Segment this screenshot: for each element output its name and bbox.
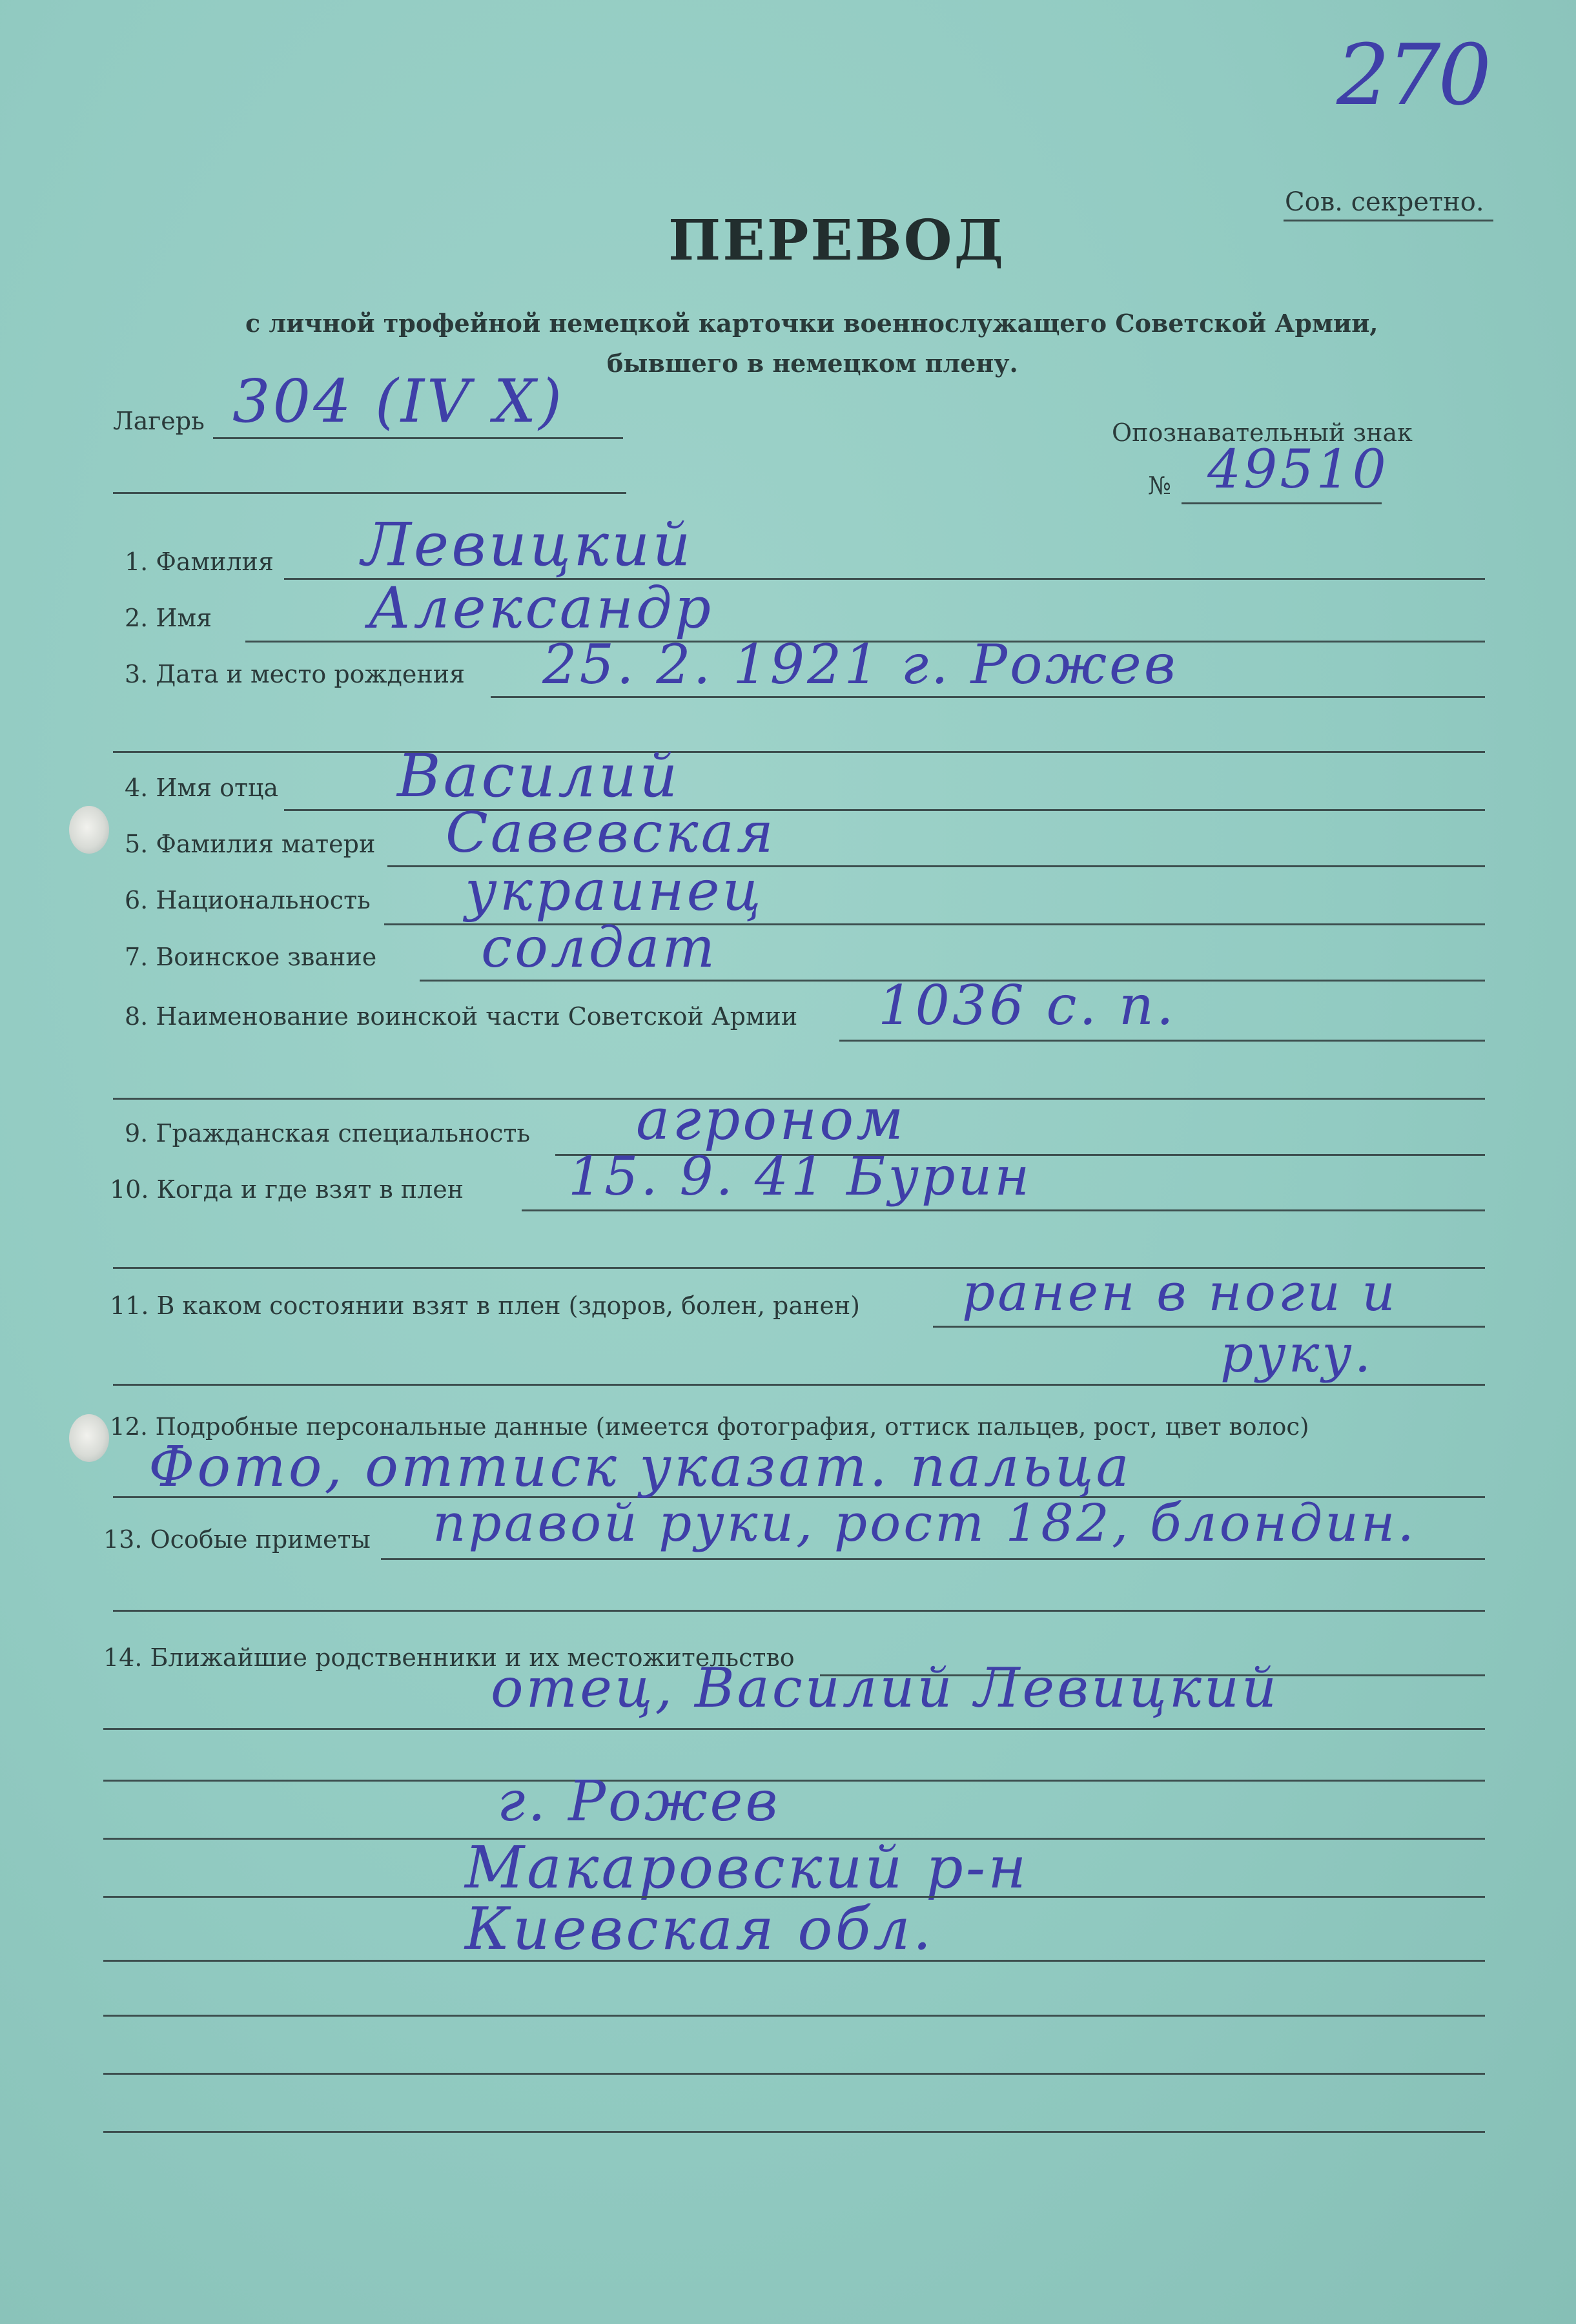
- field-1-label: 1. Фамилия: [125, 548, 274, 576]
- field-12-value: Фото, оттиск указат. пальца: [148, 1435, 1132, 1499]
- secret-stamp: Сов. секретно.: [1285, 187, 1484, 217]
- field-11-line-2: [113, 1384, 1485, 1386]
- field-12-label: 12. Подробные персональные данные (имеется фотография, оттиск пальцев, рост, цвет волос): [110, 1413, 1309, 1441]
- punch-hole-bottom: [69, 1414, 109, 1462]
- relatives-rule-5: [103, 1960, 1485, 1962]
- camp-value: 304 (IV X): [232, 367, 565, 436]
- field-10-label: 10. Когда и где взят в плен: [110, 1175, 464, 1204]
- field-8-value: 1036 с. п.: [878, 974, 1176, 1037]
- camp-label: Лагерь: [113, 407, 205, 435]
- field-7-value: солдат: [481, 916, 718, 980]
- id-number-sign: №: [1148, 471, 1171, 500]
- relatives-line-1: отец, Василий Левицкий: [491, 1656, 1280, 1720]
- id-mark-label: Опознавательный знак: [1112, 418, 1413, 447]
- field-7-label: 7. Воинское звание: [125, 943, 377, 971]
- page-title: ПЕРЕВОД: [668, 208, 1006, 273]
- id-mark-value: 49510: [1207, 439, 1389, 500]
- field-11-value-2: руку.: [1220, 1324, 1374, 1384]
- field-10-value: 15. 9. 41 Бурин: [568, 1146, 1032, 1208]
- relatives-line-3: Макаровский р-н: [465, 1834, 1029, 1902]
- id-mark-line: [1182, 502, 1382, 504]
- relatives-line-4: Киевская обл.: [465, 1895, 934, 1963]
- field-4-value: Василий: [397, 741, 681, 810]
- field-13-line-2: [113, 1610, 1485, 1612]
- corner-number: 270: [1336, 26, 1489, 124]
- field-10-line: [522, 1209, 1485, 1211]
- field-2-value: Александр: [368, 575, 714, 641]
- camp-line: [213, 437, 623, 439]
- field-3-value: 25. 2. 1921 г. Рожев: [542, 633, 1178, 696]
- field-6-label: 6. Национальность: [125, 886, 371, 914]
- field-13-line: [381, 1558, 1485, 1560]
- page-subtitle-2: бывшего в немецком плену.: [607, 349, 1018, 378]
- relatives-rule-6: [103, 2015, 1485, 2017]
- field-5-label: 5. Фамилия матери: [125, 830, 376, 858]
- field-9-label: 9. Гражданская специальность: [125, 1119, 531, 1147]
- relatives-line-2: г. Рожев: [497, 1769, 781, 1834]
- relatives-rule-8: [103, 2131, 1485, 2133]
- field-3-label: 3. Дата и место рождения: [125, 660, 466, 688]
- relatives-rule-7: [103, 2073, 1485, 2075]
- field-13-label: 13. Особые приметы: [103, 1525, 371, 1554]
- field-11-value: ранен в ноги и: [962, 1262, 1398, 1322]
- field-8-line: [839, 1040, 1485, 1042]
- relatives-rule-2: [103, 1780, 1485, 1782]
- punch-hole-top: [69, 806, 109, 854]
- field-11-label: 11. В каком состоянии взят в плен (здоров, болен, ранен): [110, 1291, 860, 1320]
- field-8-label: 8. Наименование воинской части Советской Армии: [125, 1002, 798, 1031]
- field-3-line-2: [113, 751, 1485, 753]
- field-13-value: правой руки, рост 182, блондин.: [433, 1493, 1417, 1553]
- field-14-label: 14. Ближайшие родственники и их местожительство: [103, 1643, 795, 1672]
- page-subtitle-1: с личной трофейной немецкой карточки военнослужащего Советской Армии,: [245, 309, 1378, 338]
- camp-line-2: [113, 492, 626, 494]
- field-2-label: 2. Имя: [125, 604, 212, 632]
- field-3-line: [491, 696, 1485, 698]
- field-5-value: Савевская: [445, 801, 776, 865]
- field-6-value: украинец: [465, 859, 764, 923]
- secret-stamp-underline: [1284, 220, 1493, 221]
- field-1-value: Левицкий: [362, 510, 693, 579]
- field-9-value: агроном: [636, 1086, 906, 1153]
- relatives-rule-1: [103, 1728, 1485, 1730]
- field-11-line: [933, 1326, 1485, 1328]
- field-4-label: 4. Имя отца: [125, 774, 279, 802]
